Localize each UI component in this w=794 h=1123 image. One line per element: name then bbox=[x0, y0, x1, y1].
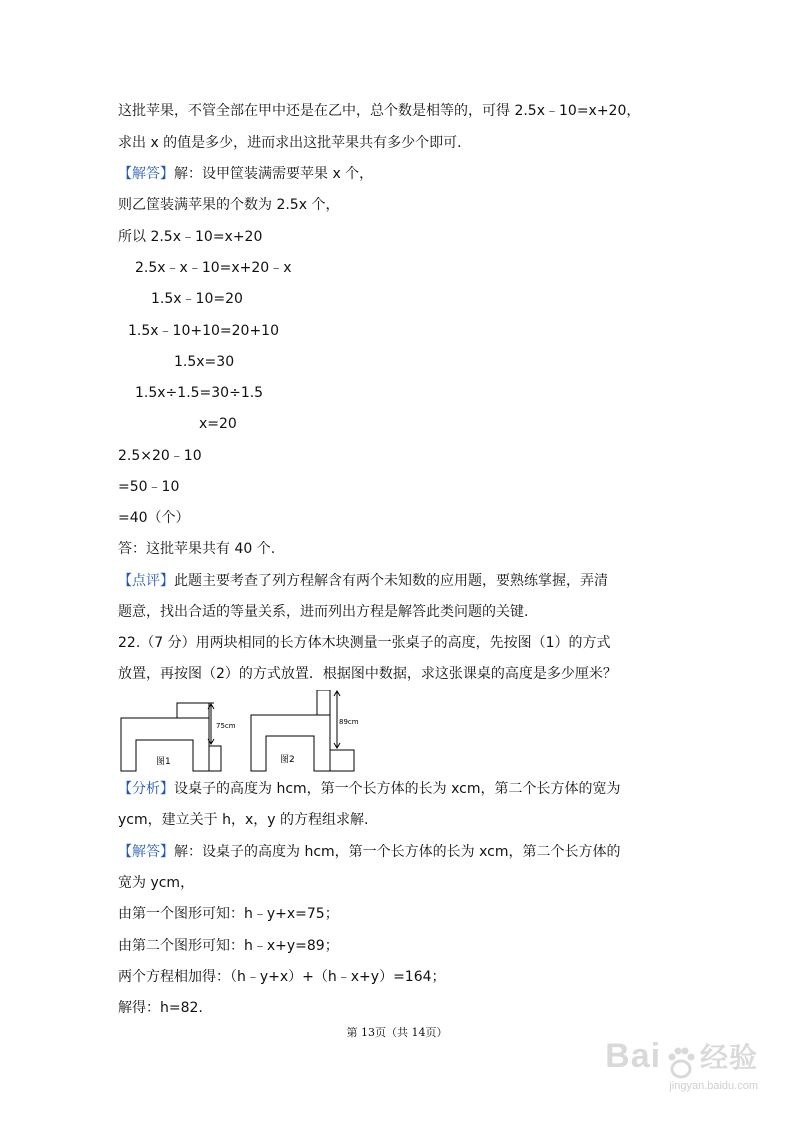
watermark bbox=[605, 1036, 758, 1092]
equation-line: 1.5x=30 bbox=[174, 354, 235, 370]
watermark-url: jingyan.baidu.com bbox=[669, 1080, 758, 1092]
text-span: 此题主要考查了列方程解含有两个未知数的应用题，要熟练掌握，弄清 bbox=[174, 573, 608, 589]
question-line: 放置，再按图（2）的方式放置．根据图中数据，求这张课桌的高度是多少厘米？ bbox=[118, 666, 617, 682]
analysis-tag: 【分析】 bbox=[118, 781, 174, 797]
text-line: 答：这批苹果共有 40 个. bbox=[118, 541, 276, 557]
equation-line: 1.5x﹣10=20 bbox=[151, 291, 243, 307]
fig2-caption: 图2 bbox=[280, 755, 295, 765]
text-span: 解：设桌子的高度为 hcm，第一个长方体的长为 xcm，第二个长方体的 bbox=[174, 844, 621, 860]
equation-line: x=20 bbox=[199, 416, 237, 432]
text-line: 这批苹果，不管全部在甲中还是在乙中，总个数是相等的，可得 2.5x﹣10=x+20， bbox=[118, 103, 641, 119]
equation-line: 1.5x÷1.5=30÷1.5 bbox=[135, 385, 264, 401]
fig1-measure-label: 75cm bbox=[216, 722, 236, 730]
page-footer: 第 13页（共 14页） bbox=[346, 1026, 448, 1039]
equation-line: 1.5x﹣10+10=20+10 bbox=[128, 323, 279, 339]
answer-tag: 【解答】 bbox=[118, 166, 174, 182]
text-line: 则乙筐装满苹果的个数为 2.5x 个， bbox=[118, 197, 340, 213]
text-line: 宽为 ycm， bbox=[118, 875, 195, 891]
figure-1 bbox=[120, 698, 238, 772]
answer-tag: 【解答】 bbox=[118, 844, 174, 860]
equation-line: 由第一个图形可知：h﹣y+x=75； bbox=[118, 906, 339, 922]
equation-line: =50﹣10 bbox=[118, 479, 180, 495]
equation-line: 2.5x﹣x﹣10=x+20﹣x bbox=[135, 260, 292, 276]
fig2-measure-label: 89cm bbox=[339, 718, 359, 726]
text-span: 解：设甲筐装满需要苹果 x 个， bbox=[174, 166, 374, 182]
question-line: 22.（7 分）用两块相同的长方体木块测量一张桌子的高度，先按图（1）的方式 bbox=[118, 635, 611, 651]
equation-line: =40（个） bbox=[118, 510, 190, 526]
equation-line: 解得：h=82. bbox=[118, 1000, 203, 1016]
comment-tag: 【点评】 bbox=[118, 573, 174, 589]
text-line: 所以 2.5x﹣10=x+20 bbox=[118, 229, 263, 245]
equation-line: 2.5×20﹣10 bbox=[118, 448, 202, 464]
figure-2 bbox=[250, 690, 370, 772]
watermark-brand-2: 经验 bbox=[699, 1042, 758, 1073]
text-line: 求出 x 的值是多少，进而求出这批苹果共有多少个即可. bbox=[118, 135, 462, 151]
equation-line: 由第二个图形可知：h﹣x+y=89； bbox=[118, 938, 339, 954]
equation-line: 两个方程相加得：（h﹣y+x）+（h﹣x+y）=164； bbox=[118, 969, 446, 985]
text-line bbox=[118, 164, 373, 184]
text-line: ycm，建立关于 h，x，y 的方程组求解. bbox=[118, 812, 369, 828]
text-line bbox=[118, 571, 608, 591]
watermark-brand: Bai bbox=[605, 1037, 662, 1075]
text-line bbox=[118, 779, 620, 799]
text-span: 设桌子的高度为 hcm，第一个长方体的长为 xcm，第二个长方体的宽为 bbox=[174, 781, 621, 797]
text-line bbox=[118, 842, 620, 862]
text-line: 题意，找出合适的等量关系，进而列出方程是解答此类问题的关键. bbox=[118, 604, 529, 620]
fig1-caption: 图1 bbox=[156, 757, 171, 767]
paw-icon bbox=[666, 1046, 696, 1080]
